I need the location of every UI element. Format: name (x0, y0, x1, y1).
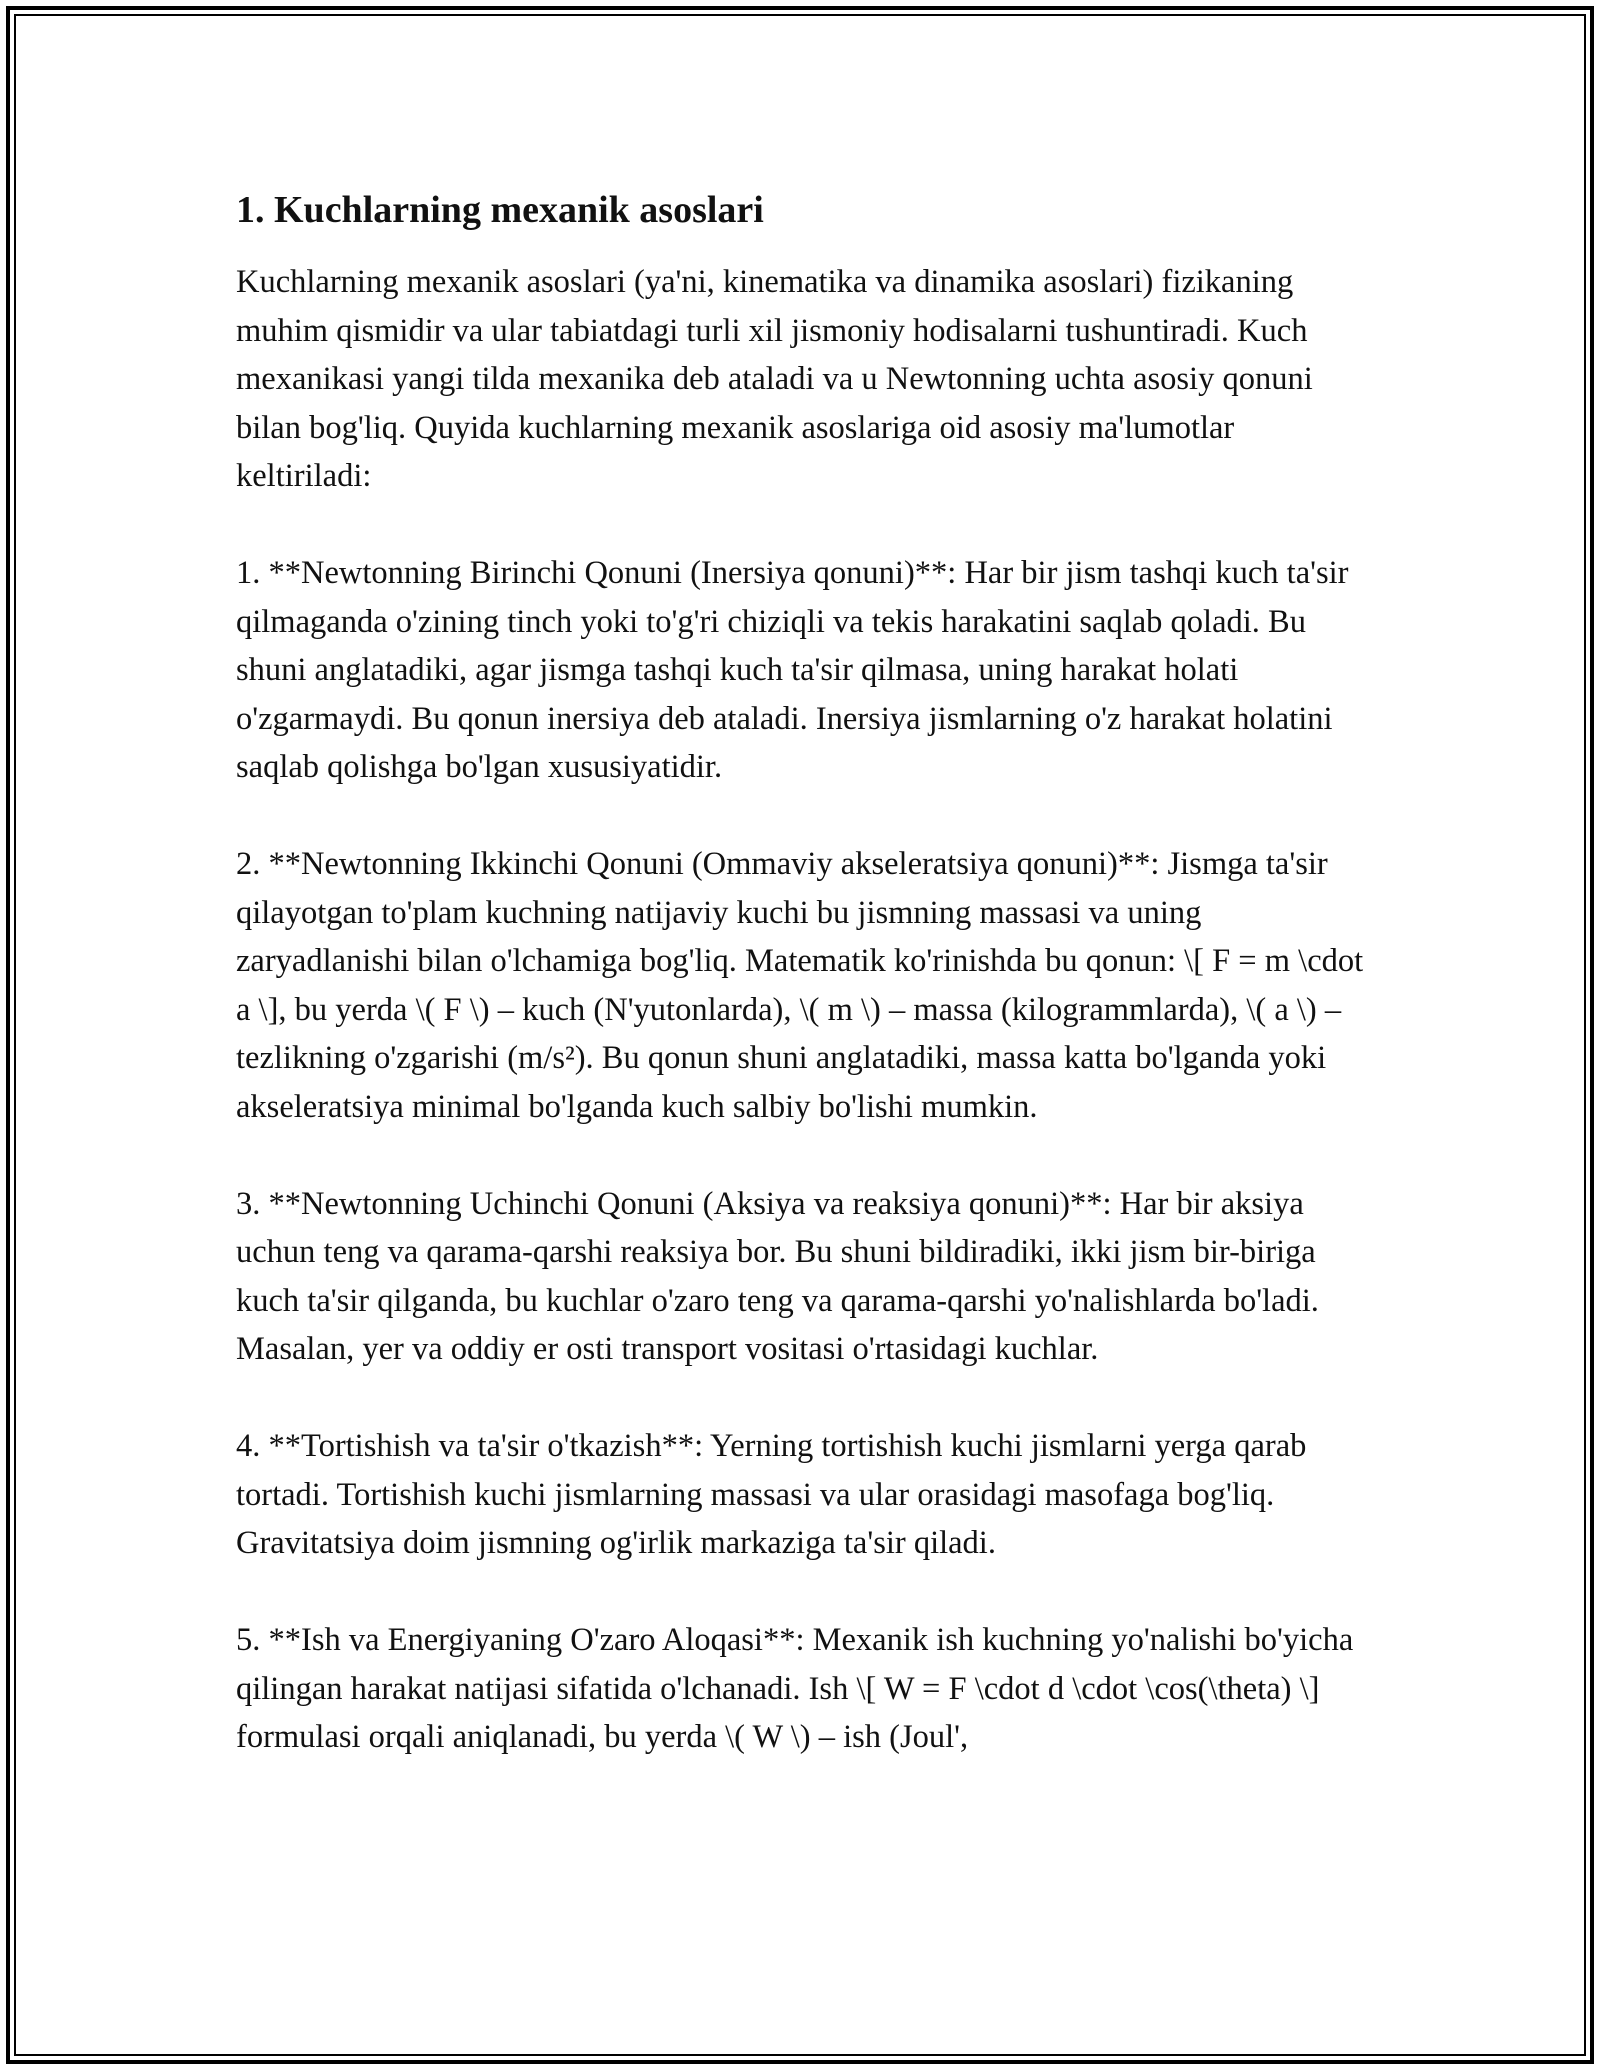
paragraph-newton-third-law: 3. **Newtonning Uchinchi Qonuni (Aksiya va reaksiya qonuni)**: Har bir aksiya uchun teng va qarama-qarshi reaksiya bor. Bu shuni bildiradiki, ikki jism bir-biriga kuch ta'sir qilganda, bu kuchlar o'zaro teng va qarama-qarshi yo'nalishlarda bo'ladi. Masalan, yer va oddiy er osti transport vositasi o'rtasidagi kuchlar. (236, 1185, 1319, 1367)
paragraph-gravitation: 4. **Tortishish va ta'sir o'tkazish**: Yerning tortishish kuchi jismlarni yerga qarab tortadi. Tortishish kuchi jismlarning massasi va ular orasidagi masofaga bog'liq. Gravitatsiya doim jismning og'irlik markaziga ta'sir qiladi. (236, 1428, 1307, 1561)
paragraph-newton-second-law: 2. **Newtonning Ikkinchi Qonuni (Ommaviy akseleratsiya qonuni)**: Jismga ta'sir qilayotgan to'plam kuchning natijaviy kuchi bu jismning massasi va uning zaryadlanishi bilan o'lchamiga bog'liq. Matematik ko'rinishda bu qonun: \[ F = m \cdot a \], bu yerda \( F \) – kuch (N'yutonlarda), \( m \) – massa (kilogrammlarda), \( a \) – tezlikning o'zgarishi (m/s²). Bu qonun shuni anglatadiki, massa katta bo'lganda yoki akseleratsiya minimal bo'lganda kuch salbiy bo'lishi mumkin. (236, 846, 1364, 1125)
paragraph-newton-first-law: 1. **Newtonning Birinchi Qonuni (Inersiya qonuni)**: Har bir jism tashqi kuch ta'sir qilmaganda o'zining tinch yoki to'g'ri chiziqli va tekis harakatini saqlab qoladi. Bu shuni anglatadiki, agar jismga tashqi kuch ta'sir qilmasa, uning harakat holati o'zgarmaydi. Bu qonun inersiya deb ataladi. Inersiya jismlarning o'z harakat holatini saqlab qolishga bo'lgan xususiyatidir. (236, 555, 1349, 785)
paragraph-work-energy: 5. **Ish va Energiyaning O'zaro Aloqasi**: Mexanik ish kuchning yo'nalishi bo'yicha qilingan harakat natijasi sifatida o'lchanadi. Ish \[ W = F \cdot d \cdot \cos(\theta) \] formulasi orqali aniqlanadi, bu yerda \( W \) – ish (Joul', (236, 1622, 1354, 1755)
document-body (236, 186, 1376, 1810)
intro-paragraph: Kuchlarning mexanik asoslari (ya'ni, kinematika va dinamika asoslari) fizikaning muhim qismidir va ular tabiatdagi turli xil jismoniy hodisalarni tushuntiradi. Kuch mexanikasi yangi tilda mexanika deb ataladi va u Newtonning uchta asosiy qonuni bilan bog'liq. Quyida kuchlarning mexanik asoslariga oid asosiy ma'lumotlar keltiriladi: (236, 264, 1313, 494)
document-title: 1. Kuchlarning mexanik asoslari (236, 189, 764, 231)
